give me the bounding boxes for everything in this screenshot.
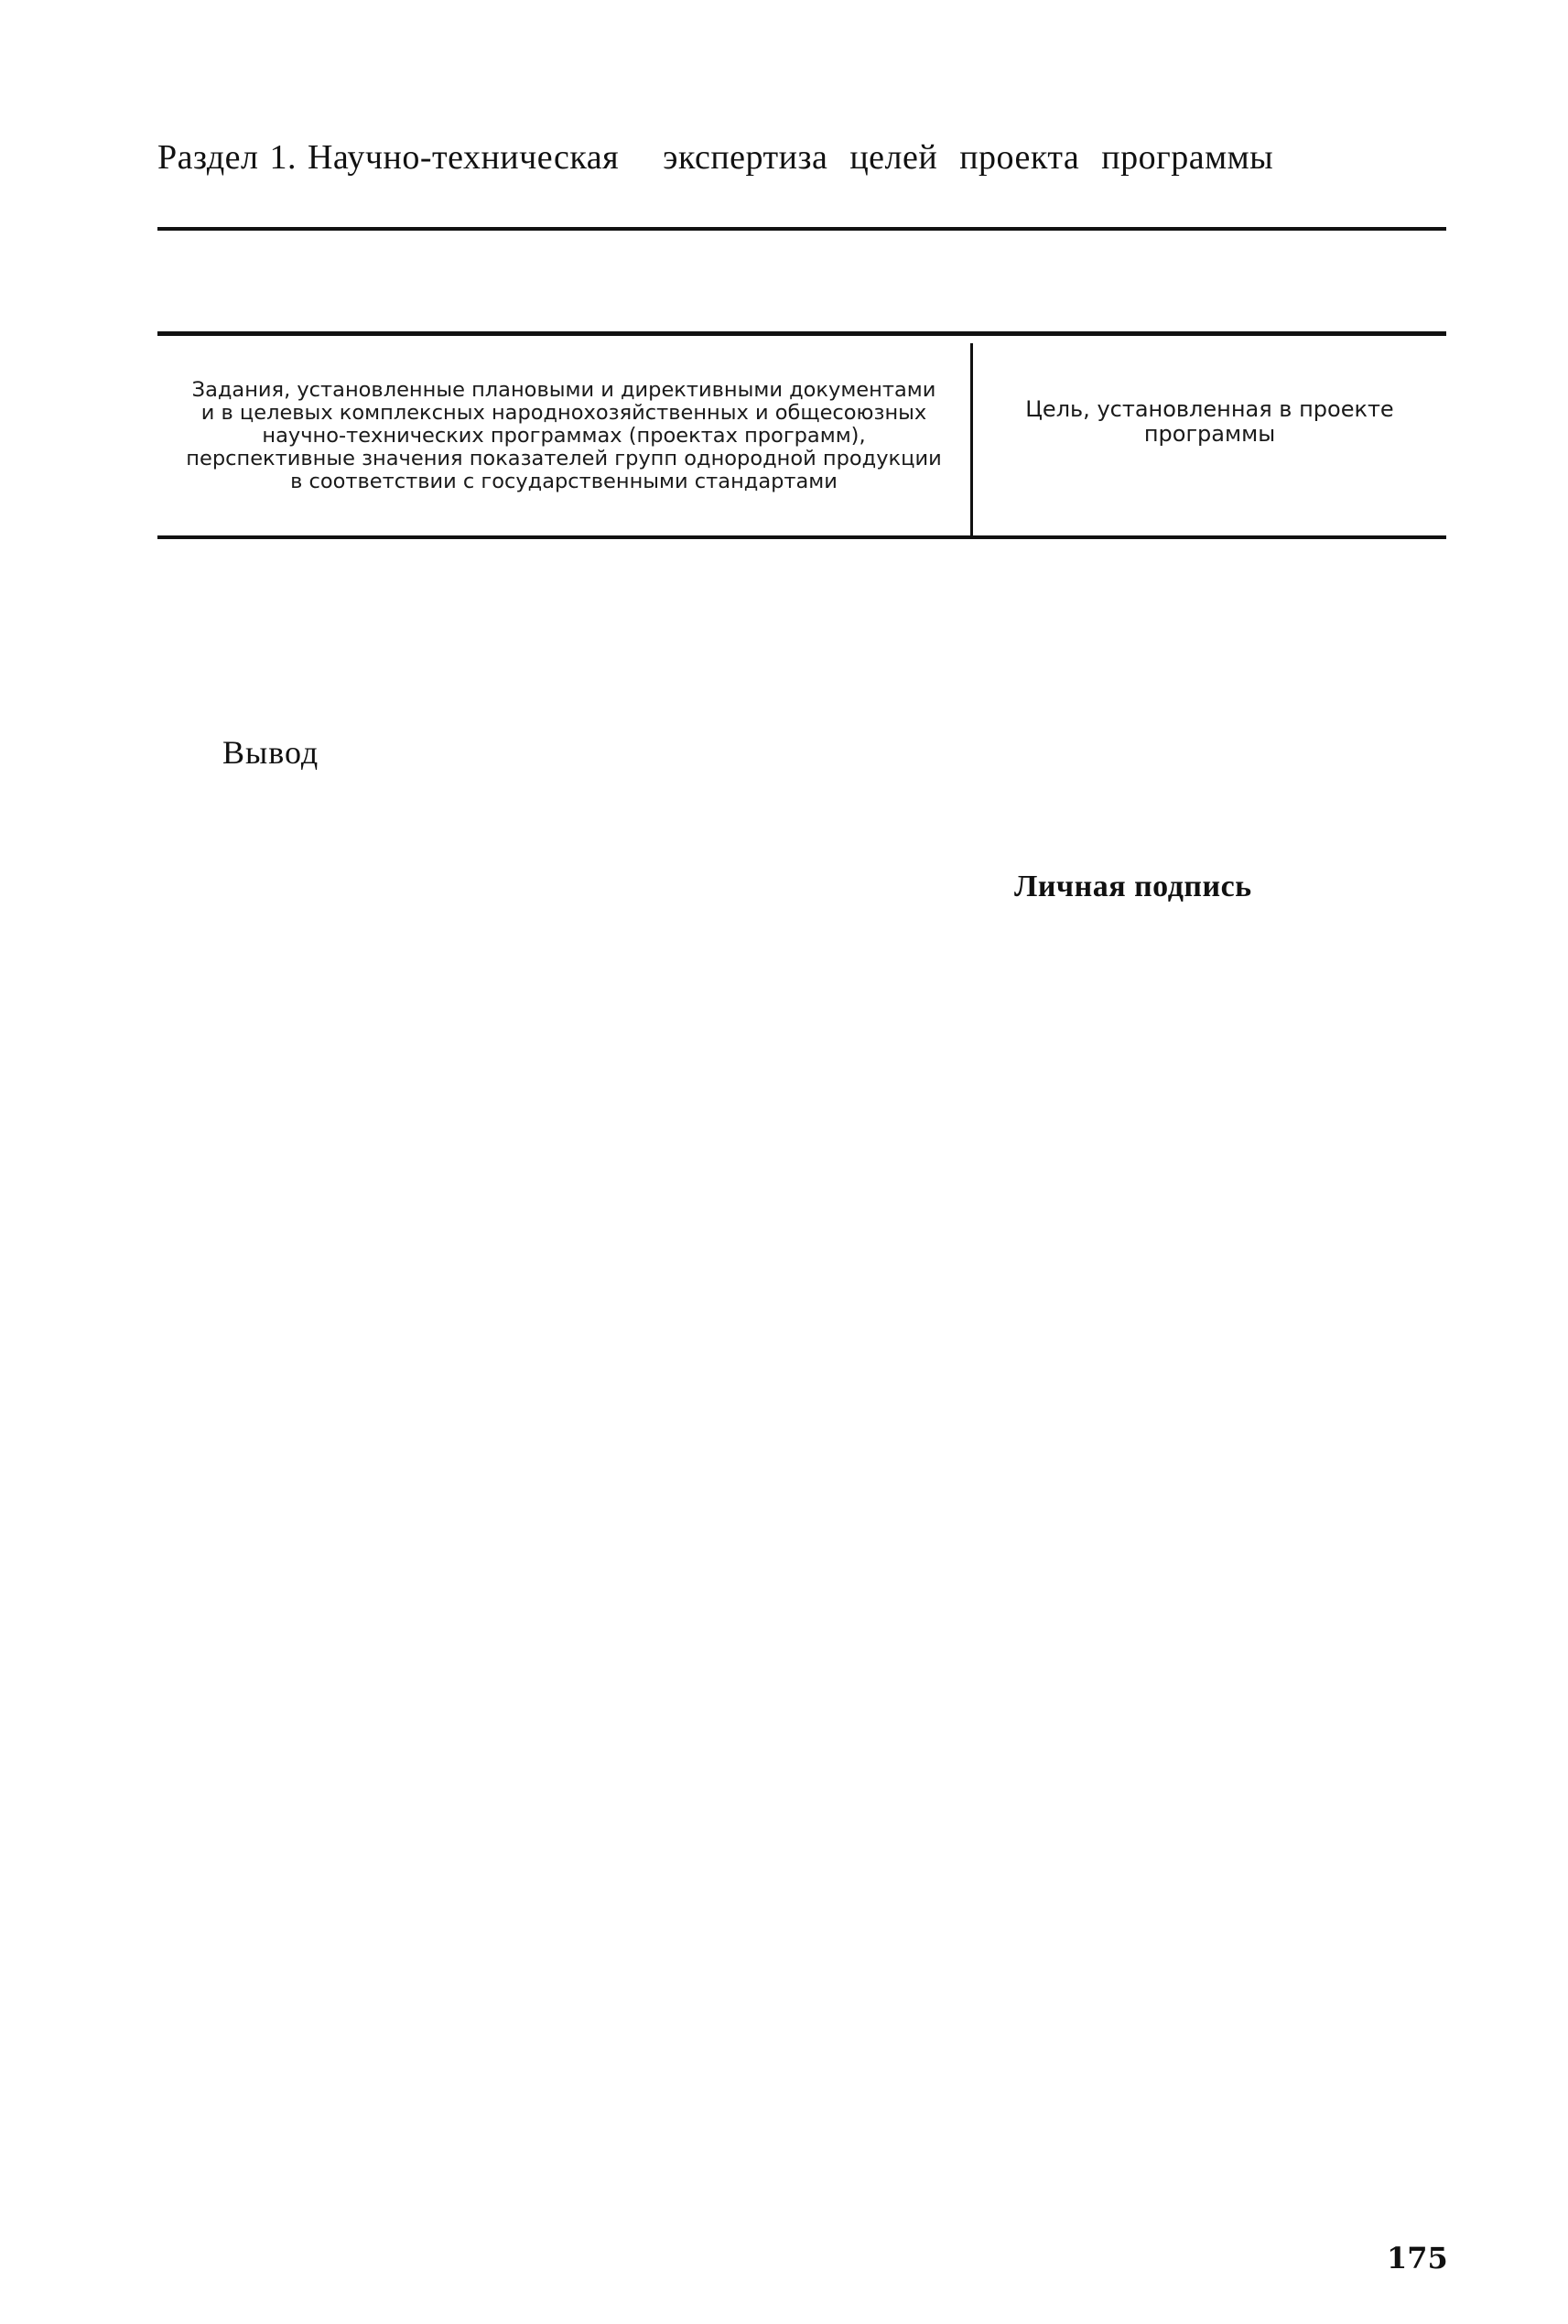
conclusion-label: Вывод — [222, 734, 319, 771]
table-header-tasks — [157, 336, 970, 535]
page-number: 175 — [1387, 2241, 1448, 2275]
criteria-table — [157, 336, 1446, 535]
signature-label: Личная подпись — [1014, 870, 1252, 903]
table-header-goal — [973, 336, 1446, 535]
table-header-tasks-text: Задания, установленные плановыми и директивными документами и в целевых комплексных народнохозяйственных и общесоюзных научно-технических программах (проектах программ), перспективные значения показателей групп однородной продукции в соответствии с государственными стандартами — [186, 377, 942, 493]
section-title: Раздел 1. Научно-техническая экспертиза целей проекта программы — [157, 138, 1274, 177]
table-header-goal-text: Цель, установленная в проекте программы — [1025, 396, 1394, 447]
table-bottom-rule — [157, 535, 1446, 539]
top-rule — [157, 227, 1446, 231]
